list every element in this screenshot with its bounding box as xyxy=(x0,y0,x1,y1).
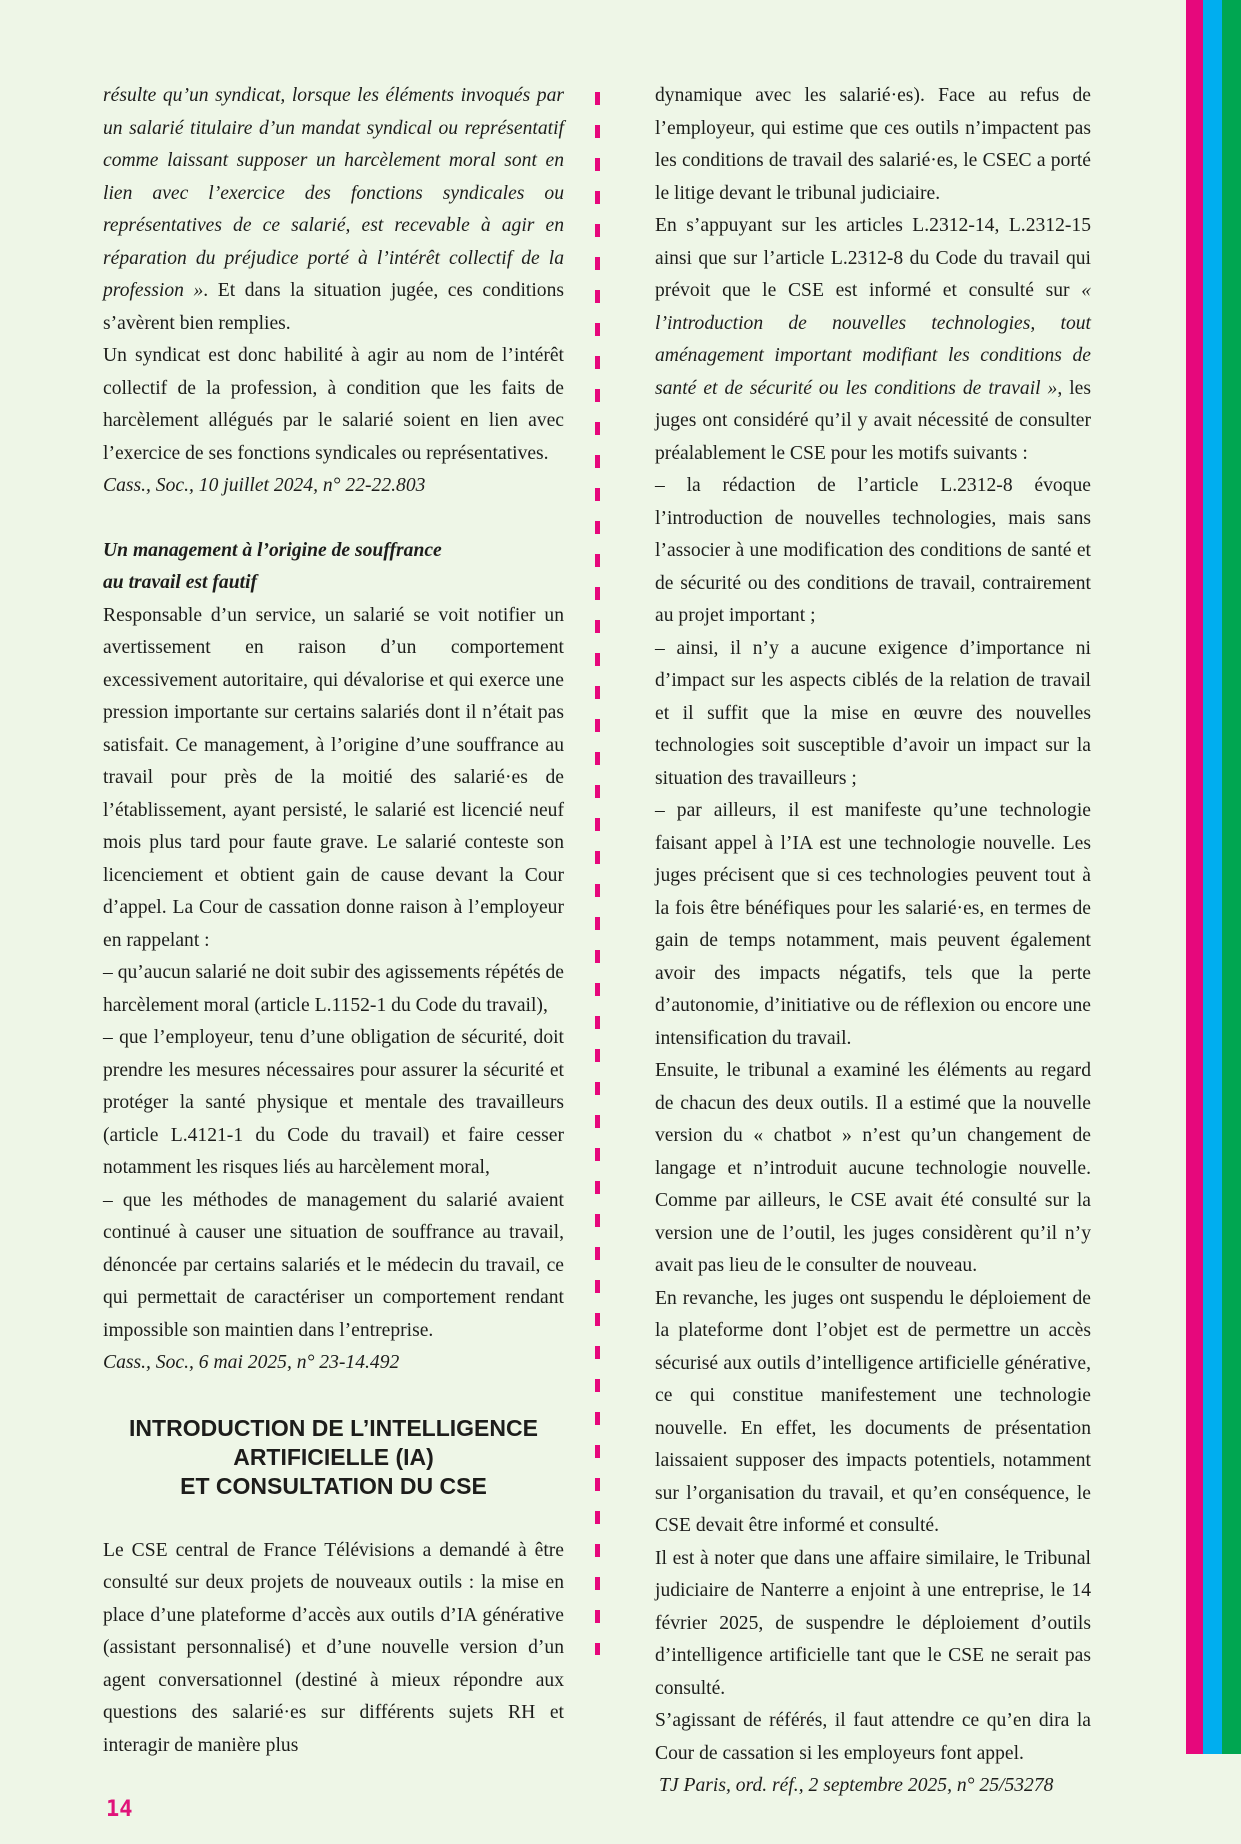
text: Ensuite, le tribunal a examiné les éléments au regard de chacun des deux outils. Il a estimé que la nouvelle version du « chatbot » n’est qu’un changement de langage et n’introduit aucune technologie nouvelle. Comme par ailleurs, le CSE avait été consulté sur la version une de l’outil, les juges considèrent qu’il n’y avait pas lieu de le consulter de nouveau. xyxy=(655,1060,1091,1276)
heading-line: ET CONSULTATION DU CSE xyxy=(180,1472,487,1499)
paragraph xyxy=(103,600,564,958)
heading-line: Un management à l’origine de souffrance xyxy=(103,539,442,561)
italic-text: TJ Paris, ord. réf., 2 septembre 2025, n° 25/53278 xyxy=(659,1775,1054,1796)
text: – que les méthodes de management du salarié avaient continué à causer une situation de souffrance au travail, dénoncée par certains salariés et le médecin du travail, ce qui permettait de caractériser un comportement rendant impossible son maintien dans l’entreprise. xyxy=(103,1189,564,1341)
green-stripe xyxy=(1222,0,1241,1754)
text: S’agissant de référés, il faut attendre ce qu’en dira la Cour de cassation si les employeurs font appel. xyxy=(655,1710,1091,1764)
text: – par ailleurs, il est manifeste qu’une technologie faisant appel à l’IA est une technologie nouvelle. Les juges précisent que si ces technologies peuvent tout à la fois être bénéfiques pour les salarié·es, en termes de gain de temps notamment, mais peuvent également avoir des impacts négatifs, tels que la perte d’autonomie, d’initiative ou de réflexion ou encore une intensification du travail. xyxy=(655,800,1091,1049)
case-reference xyxy=(655,1770,1091,1803)
paragraph xyxy=(103,80,564,340)
italic-text: résulte qu’un syndicat, lorsque les éléments invoqués par un salarié titulaire d’un mandat syndical ou représentatif comme laissant supposer un harcèlement moral sont en lien avec l’exercice des fonctions syndicales ou représentatives de ce salarié, est recevable à agir en réparation du préjudice porté à l’intérêt collectif de la profession » xyxy=(103,85,564,301)
case-reference xyxy=(103,470,564,503)
italic-text: « l’introduction de nouvelles technologies, tout aménagement important modifiant les conditions de santé et de sécurité ou les conditions de travail » xyxy=(655,280,1091,399)
paragraph xyxy=(103,1185,564,1348)
paragraph xyxy=(655,1283,1091,1543)
italic-text: Cass., Soc., 6 mai 2025, n° 23-14.492 xyxy=(103,1352,400,1373)
left-column xyxy=(103,80,564,1844)
text: En s’appuyant sur les articles L.2312-14, L.2312-15 ainsi que sur l’article L.2312-8 du Code du travail qui prévoit que le CSE est informé et consulté sur xyxy=(655,215,1091,301)
text: Le CSE central de France Télévisions a demandé à être consulté sur deux projets de nouveaux outils : la mise en place d’une plateforme d’accès aux outils d’IA générative (assistant personnalisé) et d’une nouvelle version d’un agent conversationnel (destiné à mieux répondre aux questions des salarié·es sur différents sujets RH et interagir de manière plus xyxy=(103,1539,564,1756)
case-reference xyxy=(103,1347,564,1380)
paragraph xyxy=(655,1543,1091,1706)
right-column xyxy=(655,80,1091,1803)
text: dynamique avec les salarié·es). Face au refus de l’employeur, qui estime que ces outils n’impactent pas les conditions de travail des salarié·es, le CSEC a porté le litige devant le tribunal judiciaire. xyxy=(655,85,1091,204)
text: – qu’aucun salarié ne doit subir des agissements répétés de harcèlement moral (article L.1152-1 du Code du travail), xyxy=(103,962,564,1016)
text: Il est à noter que dans une affaire similaire, le Tribunal judiciaire de Nanterre a enjoint à une entreprise, le 14 février 2025, de suspendre le déploiement d’outils d’intelligence artificielle tant que le CSE ne serait pas consulté. xyxy=(655,1547,1091,1699)
heading-line: INTRODUCTION DE L’INTELLIGENCE xyxy=(129,1414,538,1441)
paragraph xyxy=(655,210,1091,470)
subheading xyxy=(103,535,564,600)
paragraph xyxy=(103,957,564,1022)
paragraph xyxy=(103,340,564,470)
text: En revanche, les juges ont suspendu le déploiement de la plateforme dont l’objet est de permettre un accès sécurisé aux outils d’intelligence artificielle générative, ce qui constitue manifestement une technologie nouvelle. En effet, les documents de présentation laissaient supposer des impacts potentiels, notamment sur l’organisation du travail, et qu’en conséquence, le CSE devait être informé et consulté. xyxy=(655,1287,1091,1536)
paragraph xyxy=(103,1535,564,1763)
paragraph xyxy=(655,1055,1091,1283)
column-divider xyxy=(595,92,600,1655)
text: – que l’employeur, tenu d’une obligation de sécurité, doit prendre les mesures nécessaires pour assurer la sécurité et protéger la santé physique et mentale des travailleurs (article L.4121-1 du Code du travail) et faire cesser notamment les risques liés au harcèlement moral, xyxy=(103,1027,564,1178)
paragraph xyxy=(655,633,1091,796)
text: – ainsi, il n’y a aucune exigence d’importance ni d’impact sur les aspects ciblés de la relation de travail et il suffit que la mise en œuvre des nouvelles technologies soit susceptible d’avoir un impact sur la situation des travailleurs ; xyxy=(655,637,1091,789)
paragraph xyxy=(655,470,1091,633)
text: , les juges ont considéré qu’il y avait nécessité de consulter préalablement le CSE pour les motifs suivants : xyxy=(655,377,1092,464)
right-column-body xyxy=(655,80,1091,1803)
paragraph xyxy=(655,80,1091,210)
text: Un syndicat est donc habilité à agir au nom de l’intérêt collectif de la profession, à condition que les faits de harcèlement allégués par le salarié soient en lien avec l’exercice de ses fonctions syndicales ou représentatives. xyxy=(103,345,564,464)
text: – la rédaction de l’article L.2312-8 évoque l’introduction de nouvelles technologies, mais sans l’associer à une modification des conditions de santé et de sécurité ou des conditions de travail, contrairement au projet important ; xyxy=(655,475,1091,626)
text: Responsable d’un service, un salarié se voit notifier un avertissement en raison d’un comportement excessivement autoritaire, qui dévalorise et qui exerce une pression importante sur certains salariés dont il n’était pas satisfait. Ce management, à l’origine d’une souffrance au travail pour près de la moitié des salarié·es de l’établissement, ayant persisté, le salarié est licencié neuf mois plus tard pour faute grave. Le salarié conteste son licenciement et obtient gain de cause devant la Cour d’appel. La Cour de cassation donne raison à l’employeur en rappelant : xyxy=(103,604,564,951)
text: . Et dans la situation jugée, ces conditions s’avèrent bien remplies. xyxy=(103,280,564,334)
blue-stripe xyxy=(1203,0,1222,1754)
heading-line: ARTIFICIELLE (IA) xyxy=(233,1443,434,1470)
paragraph xyxy=(655,1705,1091,1770)
paragraph xyxy=(655,795,1091,1055)
page-number: 14 xyxy=(106,1797,133,1822)
left-column-body xyxy=(103,80,564,1762)
italic-text: Cass., Soc., 10 juillet 2024, n° 22-22.803 xyxy=(103,475,426,496)
section-heading xyxy=(103,1414,564,1501)
pink-stripe xyxy=(1186,0,1203,1754)
heading-line: au travail est fautif xyxy=(103,572,258,593)
paragraph xyxy=(103,1022,564,1185)
